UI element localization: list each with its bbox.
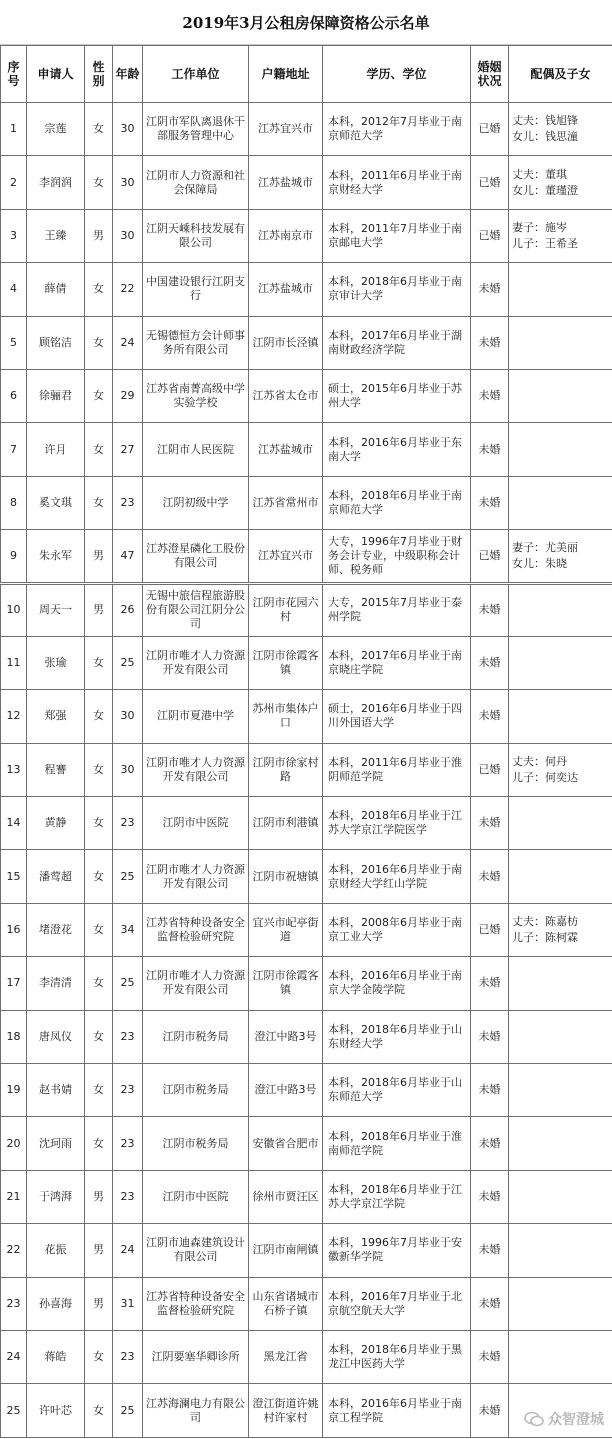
cell-education: 大专，2015年7月毕业于泰州学院: [323, 583, 471, 636]
cell-name: 李清清: [27, 957, 85, 1010]
cell-education: 本科，2018年6月毕业于山东师范大学: [323, 1064, 471, 1117]
applicant-table: [0, 45, 612, 1438]
cell-no: 17: [1, 957, 27, 1010]
cell-gender: 女: [85, 103, 113, 156]
cell-marital: 未婚: [471, 1010, 509, 1063]
table-row: [1, 636, 612, 689]
cell-gender: 女: [85, 957, 113, 1010]
cell-employer: 江阴市唯才人力资源开发有限公司: [143, 743, 249, 796]
table-row: [1, 850, 612, 903]
cell-marital: 已婚: [471, 209, 509, 262]
cell-hukou: 江阴市南闸镇: [249, 1224, 323, 1277]
cell-marital: 已婚: [471, 743, 509, 796]
cell-name: 孙喜海: [27, 1277, 85, 1330]
cell-education: 大专，1996年7月毕业于财务会计专业，中级职称会计师、税务师: [323, 530, 471, 583]
cell-employer: 江阴市税务局: [143, 1117, 249, 1170]
table-row: [1, 1277, 612, 1330]
cell-marital: 未婚: [471, 797, 509, 850]
cell-education: 本科，2008年6月毕业于南京工业大学: [323, 903, 471, 956]
header-gender: 性别: [85, 46, 113, 103]
header-name: 申请人: [27, 46, 85, 103]
cell-name: 奚文琪: [27, 476, 85, 529]
cell-no: 23: [1, 1277, 27, 1330]
cell-hukou: 江阴市利港镇: [249, 797, 323, 850]
cell-no: 7: [1, 423, 27, 476]
cell-name: 郑强: [27, 690, 85, 743]
cell-no: 10: [1, 583, 27, 636]
cell-education: 本科，2011年7月毕业于南京邮电大学: [323, 209, 471, 262]
cell-family: [509, 1117, 612, 1170]
cell-name: 黄静: [27, 797, 85, 850]
cell-age: 26: [113, 583, 143, 636]
cell-marital: 未婚: [471, 1277, 509, 1330]
cell-employer: 江阴市税务局: [143, 1064, 249, 1117]
table-row: [1, 209, 612, 262]
cell-education: 本科，2017年6月毕业于南京晓庄学院: [323, 636, 471, 689]
table-row: [1, 1117, 612, 1170]
cell-hukou: 江阴市徐家村路: [249, 743, 323, 796]
cell-family: [509, 103, 612, 156]
table-row: [1, 1064, 612, 1117]
cell-age: 23: [113, 1330, 143, 1383]
family-member: 丈夫：董琪: [512, 167, 567, 181]
cell-no: 21: [1, 1170, 27, 1223]
cell-age: 23: [113, 797, 143, 850]
cell-hukou: 江苏盐城市: [249, 263, 323, 316]
cell-no: 24: [1, 1330, 27, 1383]
cell-family: [509, 583, 612, 636]
cell-gender: 男: [85, 1277, 113, 1330]
cell-age: 47: [113, 530, 143, 583]
family-member: 女儿：钱思潼: [512, 130, 578, 144]
cell-marital: 未婚: [471, 423, 509, 476]
cell-family: [509, 636, 612, 689]
cell-no: 3: [1, 209, 27, 262]
family-member: 丈夫：何丹: [512, 754, 567, 768]
cell-employer: 江苏澄星磷化工股份有限公司: [143, 530, 249, 583]
cell-age: 30: [113, 156, 143, 209]
cell-hukou: 苏州市集体户口: [249, 690, 323, 743]
cell-education: 本科，2018年6月毕业于江苏大学京江学院医学: [323, 797, 471, 850]
family-member: 儿子：陈柯霖: [512, 931, 578, 945]
cell-gender: 女: [85, 476, 113, 529]
cell-marital: 未婚: [471, 636, 509, 689]
cell-family: [509, 850, 612, 903]
cell-gender: 女: [85, 1384, 113, 1437]
cell-hukou: 江苏盐城市: [249, 423, 323, 476]
family-member: 妻子：尤美丽: [512, 540, 578, 554]
cell-family: [509, 1010, 612, 1063]
cell-education: 硕士，2016年6月毕业于四川外国语大学: [323, 690, 471, 743]
table-row: [1, 423, 612, 476]
cell-marital: 未婚: [471, 1224, 509, 1277]
table-row: [1, 743, 612, 796]
table-row: [1, 797, 612, 850]
table-row: [1, 690, 612, 743]
family-member: 儿子：王希圣: [512, 236, 578, 250]
cell-marital: 未婚: [471, 957, 509, 1010]
cell-education: 本科，1996年7月毕业于安徽新华学院: [323, 1224, 471, 1277]
cell-family: [509, 476, 612, 529]
cell-employer: 江阴要塞华卿诊所: [143, 1330, 249, 1383]
cell-age: 24: [113, 316, 143, 369]
cell-no: 16: [1, 903, 27, 956]
cell-name: 周天一: [27, 583, 85, 636]
cell-hukou: 徐州市贾汪区: [249, 1170, 323, 1223]
cell-family: [509, 316, 612, 369]
document-title: 2019年3月公租房保障资格公示名单: [0, 0, 612, 45]
table-row: [1, 583, 612, 636]
cell-education: 本科，2018年6月毕业于淮南师范学院: [323, 1117, 471, 1170]
cell-age: 25: [113, 1384, 143, 1437]
cell-no: 14: [1, 797, 27, 850]
cell-gender: 女: [85, 690, 113, 743]
cell-family: [509, 1224, 612, 1277]
cell-employer: 江阴市税务局: [143, 1010, 249, 1063]
cell-no: 13: [1, 743, 27, 796]
cell-age: 25: [113, 850, 143, 903]
cell-age: 24: [113, 1224, 143, 1277]
cell-gender: 男: [85, 1224, 113, 1277]
table-row: [1, 103, 612, 156]
cell-no: 6: [1, 369, 27, 422]
cell-education: 本科，2018年6月毕业于黑龙江中医药大学: [323, 1330, 471, 1383]
cell-no: 18: [1, 1010, 27, 1063]
cell-education: 本科，2018年6月毕业于南京审计大学: [323, 263, 471, 316]
cell-employer: 江苏省特种设备安全监督检验研究院: [143, 1277, 249, 1330]
cell-gender: 女: [85, 369, 113, 422]
cell-gender: 男: [85, 209, 113, 262]
cell-hukou: 江苏宜兴市: [249, 103, 323, 156]
watermark: [524, 1409, 604, 1429]
cell-education: 本科，2017年6月毕业于湖南财政经济学院: [323, 316, 471, 369]
cell-hukou: 江苏宜兴市: [249, 530, 323, 583]
cell-hukou: 安徽省合肥市: [249, 1117, 323, 1170]
cell-employer: 江阴初级中学: [143, 476, 249, 529]
cell-employer: 无锡中旅信程旅游股份有限公司江阴分公司: [143, 583, 249, 636]
cell-hukou: 澄江中路3号: [249, 1010, 323, 1063]
cell-no: 8: [1, 476, 27, 529]
cell-no: 22: [1, 1224, 27, 1277]
cell-family: [509, 1330, 612, 1383]
cell-age: 27: [113, 423, 143, 476]
cell-education: 本科，2018年6月毕业于江苏大学京江学院: [323, 1170, 471, 1223]
cell-no: 4: [1, 263, 27, 316]
cell-gender: 女: [85, 1117, 113, 1170]
header-age: 年龄: [113, 46, 143, 103]
cell-education: 本科，2016年7月毕业于北京航空航天大学: [323, 1277, 471, 1330]
cell-age: 25: [113, 957, 143, 1010]
cell-name: 许叶芯: [27, 1384, 85, 1437]
cell-employer: 中国建设银行江阴支行: [143, 263, 249, 316]
cell-education: 本科，2012年7月毕业于南京师范大学: [323, 103, 471, 156]
cell-hukou: 江苏南京市: [249, 209, 323, 262]
cell-age: 23: [113, 1117, 143, 1170]
cell-gender: 女: [85, 1010, 113, 1063]
cell-education: 本科，2016年6月毕业于南京工程学院: [323, 1384, 471, 1437]
cell-age: 23: [113, 1170, 143, 1223]
cell-age: 25: [113, 636, 143, 689]
family-member: 妻子：施岑: [512, 220, 567, 234]
wechat-icon: [524, 1411, 544, 1427]
cell-family: [509, 423, 612, 476]
cell-gender: 女: [85, 1064, 113, 1117]
cell-name: 张瑜: [27, 636, 85, 689]
cell-age: 22: [113, 263, 143, 316]
cell-gender: 男: [85, 583, 113, 636]
table-row: [1, 316, 612, 369]
cell-name: 李润润: [27, 156, 85, 209]
cell-age: 23: [113, 476, 143, 529]
cell-no: 2: [1, 156, 27, 209]
cell-name: 蒋皓: [27, 1330, 85, 1383]
cell-age: 34: [113, 903, 143, 956]
cell-name: 于鸿湃: [27, 1170, 85, 1223]
cell-no: 19: [1, 1064, 27, 1117]
cell-no: 12: [1, 690, 27, 743]
cell-age: 23: [113, 1010, 143, 1063]
cell-family: [509, 743, 612, 796]
cell-education: 本科，2016年6月毕业于南京大学金陵学院: [323, 957, 471, 1010]
table-row: [1, 1384, 612, 1437]
cell-hukou: 澄江街道许姚村许家村: [249, 1384, 323, 1437]
cell-family: [509, 1277, 612, 1330]
cell-age: 23: [113, 1064, 143, 1117]
cell-family: [509, 1170, 612, 1223]
cell-name: 顾铭洁: [27, 316, 85, 369]
cell-gender: 女: [85, 903, 113, 956]
cell-hukou: 江苏省常州市: [249, 476, 323, 529]
cell-name: 潘莺超: [27, 850, 85, 903]
table-row: [1, 903, 612, 956]
cell-family: [509, 530, 612, 583]
cell-name: 堵澄花: [27, 903, 85, 956]
cell-hukou: 江阴市长泾镇: [249, 316, 323, 369]
cell-employer: 江苏省南菁高级中学实验学校: [143, 369, 249, 422]
cell-education: 本科，2016年6月毕业于南京财经大学红山学院: [323, 850, 471, 903]
cell-employer: 江阴市中医院: [143, 1170, 249, 1223]
cell-employer: 江阴市唯才人力资源开发有限公司: [143, 957, 249, 1010]
cell-marital: 未婚: [471, 1117, 509, 1170]
family-member: 丈夫：钱旭锋: [512, 114, 578, 128]
cell-hukou: 黑龙江省: [249, 1330, 323, 1383]
cell-hukou: 江苏省太仓市: [249, 369, 323, 422]
cell-name: 宗莲: [27, 103, 85, 156]
cell-name: 朱永军: [27, 530, 85, 583]
cell-name: 沈珂雨: [27, 1117, 85, 1170]
cell-family: [509, 797, 612, 850]
cell-family: [509, 263, 612, 316]
cell-employer: 江阴天嵊科技发展有限公司: [143, 209, 249, 262]
cell-no: 9: [1, 530, 27, 583]
cell-age: 31: [113, 1277, 143, 1330]
cell-name: 程謇: [27, 743, 85, 796]
cell-age: 30: [113, 690, 143, 743]
cell-gender: 女: [85, 743, 113, 796]
cell-gender: 女: [85, 636, 113, 689]
cell-marital: 未婚: [471, 690, 509, 743]
cell-hukou: 山东省诸城市石桥子镇: [249, 1277, 323, 1330]
cell-name: 徐骊君: [27, 369, 85, 422]
cell-name: 许月: [27, 423, 85, 476]
table-row: [1, 1330, 612, 1383]
cell-family: [509, 957, 612, 1010]
cell-employer: 江阴市人民医院: [143, 423, 249, 476]
cell-employer: 江阴市唯才人力资源开发有限公司: [143, 636, 249, 689]
cell-hukou: 江阴市花园六村: [249, 583, 323, 636]
cell-marital: 未婚: [471, 316, 509, 369]
cell-marital: 已婚: [471, 103, 509, 156]
cell-hukou: 江苏盐城市: [249, 156, 323, 209]
cell-age: 30: [113, 103, 143, 156]
cell-age: 30: [113, 209, 143, 262]
cell-gender: 男: [85, 1170, 113, 1223]
table-row: [1, 1010, 612, 1063]
cell-gender: 女: [85, 156, 113, 209]
family-member: 儿子：何奕达: [512, 770, 578, 784]
cell-no: 25: [1, 1384, 27, 1437]
cell-marital: 未婚: [471, 1330, 509, 1383]
header-hukou: 户籍地址: [249, 46, 323, 103]
cell-hukou: 澄江中路3号: [249, 1064, 323, 1117]
cell-education: 本科，2016年6月毕业于东南大学: [323, 423, 471, 476]
header-education: 学历、学位: [323, 46, 471, 103]
cell-family: [509, 209, 612, 262]
cell-employer: 江阴市迪森建筑设计有限公司: [143, 1224, 249, 1277]
cell-hukou: 江阴市徐霞客镇: [249, 636, 323, 689]
cell-education: 本科，2018年6月毕业于南京师范大学: [323, 476, 471, 529]
table-row: [1, 156, 612, 209]
cell-age: 30: [113, 743, 143, 796]
cell-marital: 未婚: [471, 850, 509, 903]
family-member: 女儿：朱晓: [512, 556, 567, 570]
cell-marital: 已婚: [471, 156, 509, 209]
cell-age: 29: [113, 369, 143, 422]
cell-employer: 江阴市中医院: [143, 797, 249, 850]
cell-family: [509, 369, 612, 422]
cell-marital: 未婚: [471, 1064, 509, 1117]
watermark-text: 众智澄城: [548, 1412, 604, 1428]
cell-education: 硕士，2015年6月毕业于苏州大学: [323, 369, 471, 422]
cell-family: [509, 156, 612, 209]
cell-marital: 未婚: [471, 369, 509, 422]
cell-marital: 已婚: [471, 903, 509, 956]
table-row: [1, 369, 612, 422]
table-row: [1, 530, 612, 583]
header-marital: 婚姻状况: [471, 46, 509, 103]
cell-gender: 男: [85, 530, 113, 583]
cell-employer: 江阴市人力资源和社会保障局: [143, 156, 249, 209]
family-member: 女儿：董瑾澄: [512, 183, 578, 197]
cell-gender: 女: [85, 423, 113, 476]
cell-name: 王臻: [27, 209, 85, 262]
cell-marital: 未婚: [471, 1170, 509, 1223]
cell-hukou: 江阴市祝塘镇: [249, 850, 323, 903]
cell-no: 1: [1, 103, 27, 156]
cell-employer: 江阴市夏港中学: [143, 690, 249, 743]
table-row: [1, 1224, 612, 1277]
cell-hukou: 宜兴市屺亭街道: [249, 903, 323, 956]
cell-employer: 无锡德恒方会计师事务所有限公司: [143, 316, 249, 369]
cell-name: 花振: [27, 1224, 85, 1277]
cell-family: [509, 1064, 612, 1117]
cell-marital: 未婚: [471, 263, 509, 316]
cell-marital: 未婚: [471, 1384, 509, 1437]
cell-family: [509, 690, 612, 743]
cell-education: 本科，2018年6月毕业于山东财经大学: [323, 1010, 471, 1063]
table-row: [1, 1170, 612, 1223]
table-row: [1, 263, 612, 316]
header-no: 序号: [1, 46, 27, 103]
cell-hukou: 江阴市徐霞客镇: [249, 957, 323, 1010]
cell-name: 唐凤仪: [27, 1010, 85, 1063]
cell-no: 15: [1, 850, 27, 903]
cell-name: 赵书婧: [27, 1064, 85, 1117]
cell-marital: 未婚: [471, 476, 509, 529]
cell-gender: 女: [85, 1330, 113, 1383]
cell-no: 11: [1, 636, 27, 689]
header-family: 配偶及子女: [509, 46, 612, 103]
cell-name: 薛倩: [27, 263, 85, 316]
table-row: [1, 957, 612, 1010]
family-member: 丈夫：陈嘉枋: [512, 915, 578, 929]
header-employer: 工作单位: [143, 46, 249, 103]
cell-gender: 女: [85, 316, 113, 369]
cell-gender: 女: [85, 797, 113, 850]
cell-employer: 江阴市军队离退休干部服务管理中心: [143, 103, 249, 156]
cell-gender: 女: [85, 850, 113, 903]
cell-employer: 江阴市唯才人力资源开发有限公司: [143, 850, 249, 903]
table-row: [1, 476, 612, 529]
cell-education: 本科，2011年6月毕业于南京财经大学: [323, 156, 471, 209]
cell-education: 本科，2011年6月毕业于淮阴师范学院: [323, 743, 471, 796]
cell-employer: 江苏省特种设备安全监督检验研究院: [143, 903, 249, 956]
table-body: [1, 103, 612, 1438]
cell-marital: 已婚: [471, 530, 509, 583]
table-header-row: [1, 46, 612, 103]
cell-no: 20: [1, 1117, 27, 1170]
cell-no: 5: [1, 316, 27, 369]
cell-family: [509, 903, 612, 956]
cell-gender: 女: [85, 263, 113, 316]
cell-marital: 未婚: [471, 583, 509, 636]
cell-employer: 江苏海澜电力有限公司: [143, 1384, 249, 1437]
